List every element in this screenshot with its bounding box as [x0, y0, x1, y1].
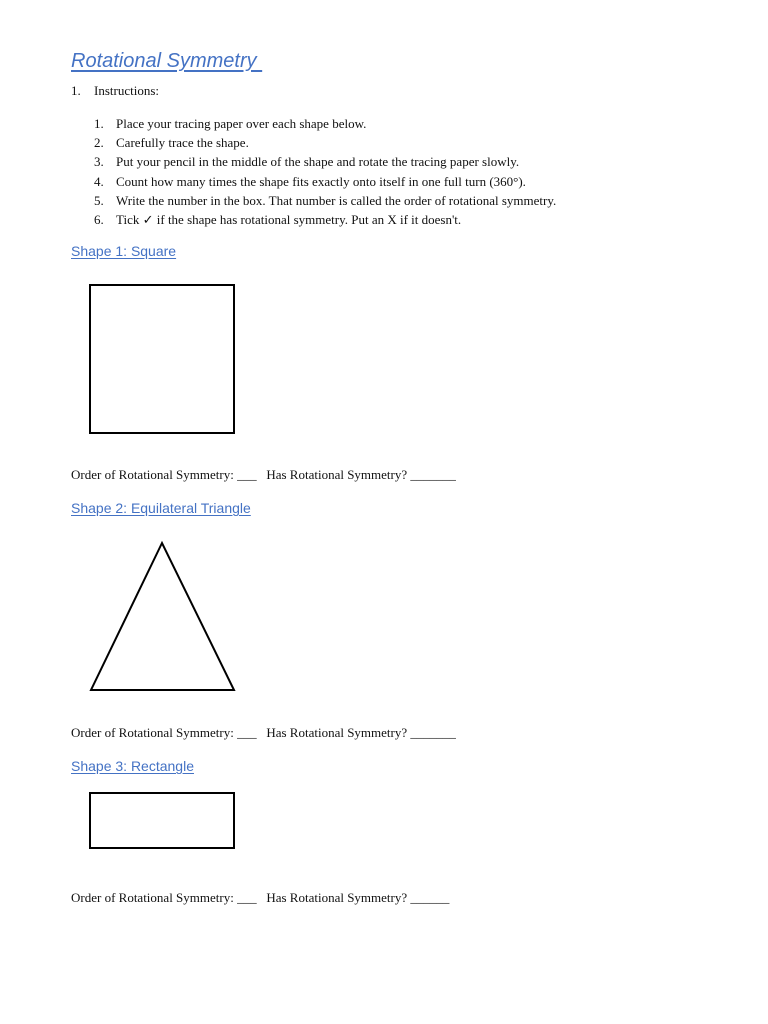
triangle-outline	[91, 543, 234, 690]
instruction-steps	[94, 114, 556, 229]
shape-2-heading: Shape 2: Equilateral Triangle	[71, 500, 251, 516]
triangle-shape	[89, 541, 236, 693]
shape-3-heading: Shape 3: Rectangle	[71, 758, 194, 774]
step-item	[94, 114, 556, 133]
step-item	[94, 152, 556, 171]
instructions-list-item	[71, 83, 159, 99]
shape-2-answer-line: Order of Rotational Symmetry: ___ Has Rotational Symmetry? _______	[71, 725, 456, 740]
step-text: Tick ✓ if the shape has rotational symmetry. Put an X if it doesn't.	[116, 211, 462, 227]
step-text: Write the number in the box. That number is called the order of rotational symmetry.	[116, 192, 557, 208]
list-number: 1.	[71, 83, 81, 98]
step-text: Put your pencil in the middle of the shape and rotate the tracing paper slowly.	[116, 154, 520, 170]
step-item	[94, 133, 556, 152]
square-shape	[89, 284, 236, 435]
step-item	[94, 191, 556, 210]
step-number: 5.	[94, 192, 104, 208]
step-item	[94, 210, 556, 229]
rectangle-outline	[90, 793, 234, 848]
step-number: 2.	[94, 135, 104, 151]
step-number: 1.	[94, 116, 104, 131]
step-text: Carefully trace the shape.	[116, 135, 249, 151]
shape-3-answer-line: Order of Rotational Symmetry: ___ Has Rotational Symmetry? ______	[71, 890, 450, 905]
step-number: 4.	[94, 173, 104, 189]
square-outline	[90, 285, 234, 433]
shape-1-heading: Shape 1: Square	[71, 243, 177, 259]
step-text: Count how many times the shape fits exactly onto itself in one full turn (360°).	[116, 173, 526, 189]
page-title: Rotational Symmetry	[71, 50, 263, 72]
step-text: Place your tracing paper over each shape below.	[116, 116, 367, 131]
instructions-label: Instructions:	[94, 83, 159, 98]
rectangle-shape	[89, 792, 236, 850]
step-number: 3.	[94, 154, 104, 170]
step-item	[94, 172, 556, 191]
step-number: 6.	[94, 211, 104, 227]
shape-1-answer-line: Order of Rotational Symmetry: ___ Has Rotational Symmetry? _______	[71, 467, 456, 482]
